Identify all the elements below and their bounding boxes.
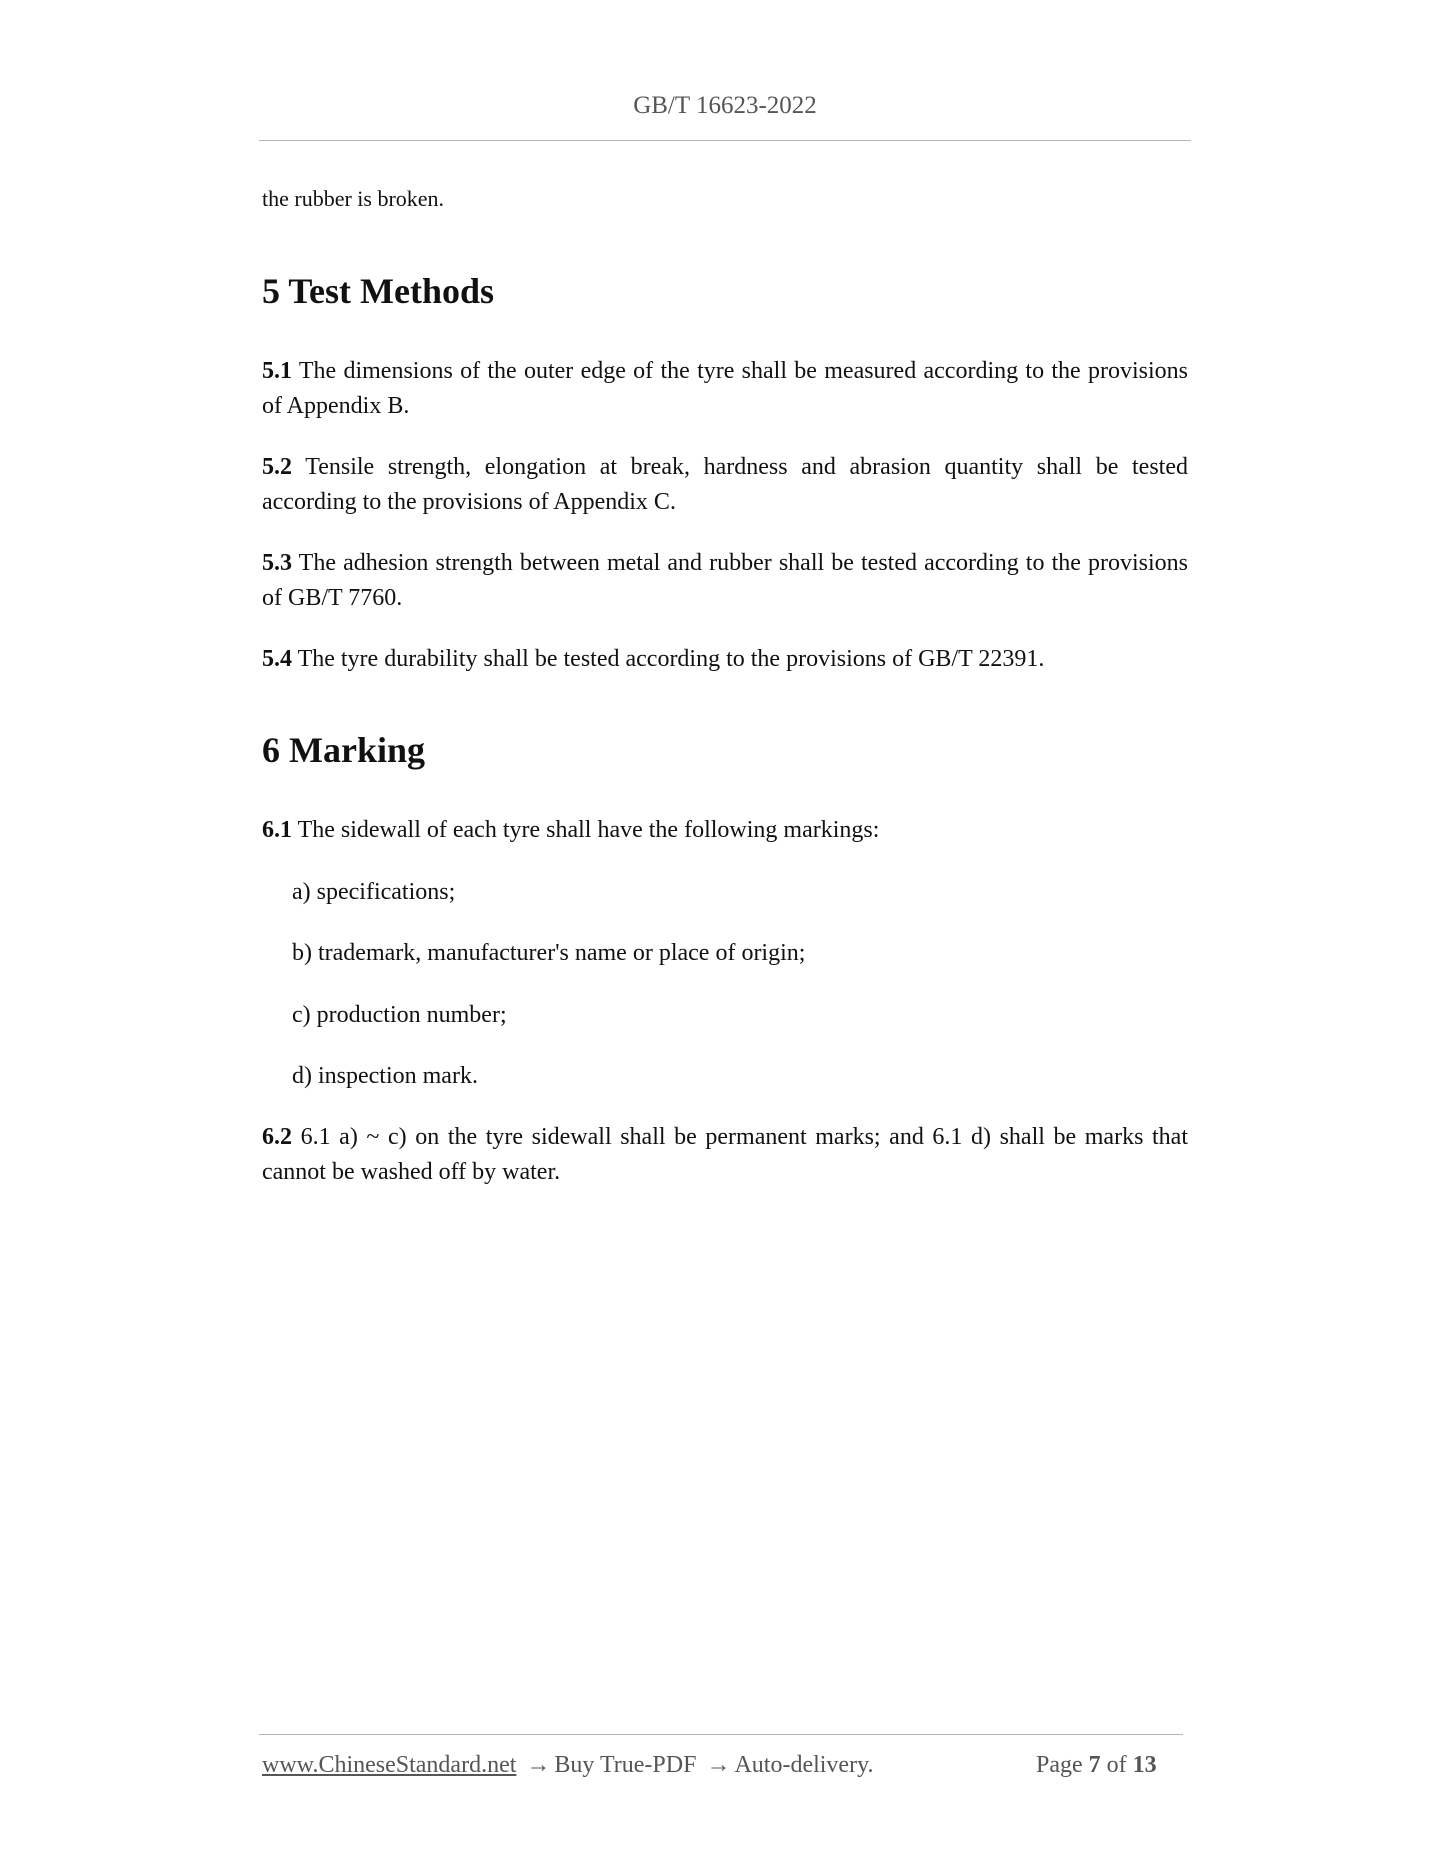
section-heading-6	[262, 729, 1188, 772]
header-divider	[259, 140, 1191, 141]
buy-true-pdf-text: Buy True-PDF	[554, 1752, 697, 1778]
clause-text: The dimensions of the outer edge of the tyre shall be measured according to the provisions of Appendix B.	[262, 358, 1188, 419]
clause-6-1	[262, 813, 1188, 848]
running-header: GB/T 16623-2022	[633, 92, 817, 119]
clause-paragraph	[262, 813, 1188, 848]
clause-text: The adhesion strength between metal and rubber shall be tested according to the provisions of GB/T 7760.	[262, 550, 1188, 611]
site-link[interactable]: www.ChineseStandard.net	[262, 1752, 517, 1778]
marking-list-item: b) trademark, manufacturer's name or place of origin;	[292, 940, 806, 966]
clause-number: 5.2	[262, 454, 292, 480]
clause-5-2	[262, 450, 1188, 520]
clause-paragraph	[262, 546, 1188, 616]
clause-paragraph	[262, 450, 1188, 520]
section-title: 6 Marking	[262, 730, 426, 770]
footer-promo	[262, 1752, 874, 1779]
clause-paragraph	[262, 642, 1188, 677]
clause-number: 6.2	[262, 1124, 292, 1150]
section-heading-5	[262, 270, 1188, 313]
clause-text: 6.1 a) ~ c) on the tyre sidewall shall be permanent marks; and 6.1 d) shall be marks that cannot be washed off by water.	[262, 1124, 1188, 1185]
page-label: Page	[1036, 1752, 1083, 1778]
clause-text: Tensile strength, elongation at break, hardness and abrasion quantity shall be tested according to the provisions of Appendix C.	[262, 454, 1188, 515]
auto-delivery-text: Auto-delivery.	[734, 1752, 874, 1778]
arrow-right-icon: →	[706, 1752, 731, 1778]
clause-text: The sidewall of each tyre shall have the following markings:	[297, 817, 880, 843]
page-total: 13	[1132, 1752, 1157, 1778]
page-indicator	[1036, 1752, 1157, 1779]
clause-paragraph	[262, 354, 1188, 424]
clause-number: 5.4	[262, 646, 292, 672]
clause-5-1	[262, 354, 1188, 424]
page-current: 7	[1088, 1752, 1101, 1778]
footer-divider	[259, 1734, 1183, 1735]
clause-5-4	[262, 642, 1188, 677]
clause-5-3	[262, 546, 1188, 616]
marking-list-item: a) specifications;	[292, 879, 456, 905]
arrow-right-icon: →	[526, 1752, 551, 1778]
clause-6-2	[262, 1120, 1188, 1190]
clause-number: 5.3	[262, 550, 292, 576]
clause-number: 5.1	[262, 358, 292, 384]
continued-text: the rubber is broken.	[262, 186, 445, 211]
marking-list-item: d) inspection mark.	[292, 1063, 478, 1089]
page-of-label: of	[1106, 1752, 1127, 1778]
clause-text: The tyre durability shall be tested according to the provisions of GB/T 22391.	[297, 646, 1045, 672]
section-title: 5 Test Methods	[262, 271, 495, 311]
marking-list-item: c) production number;	[292, 1002, 507, 1028]
clause-number: 6.1	[262, 817, 292, 843]
clause-paragraph	[262, 1120, 1188, 1190]
